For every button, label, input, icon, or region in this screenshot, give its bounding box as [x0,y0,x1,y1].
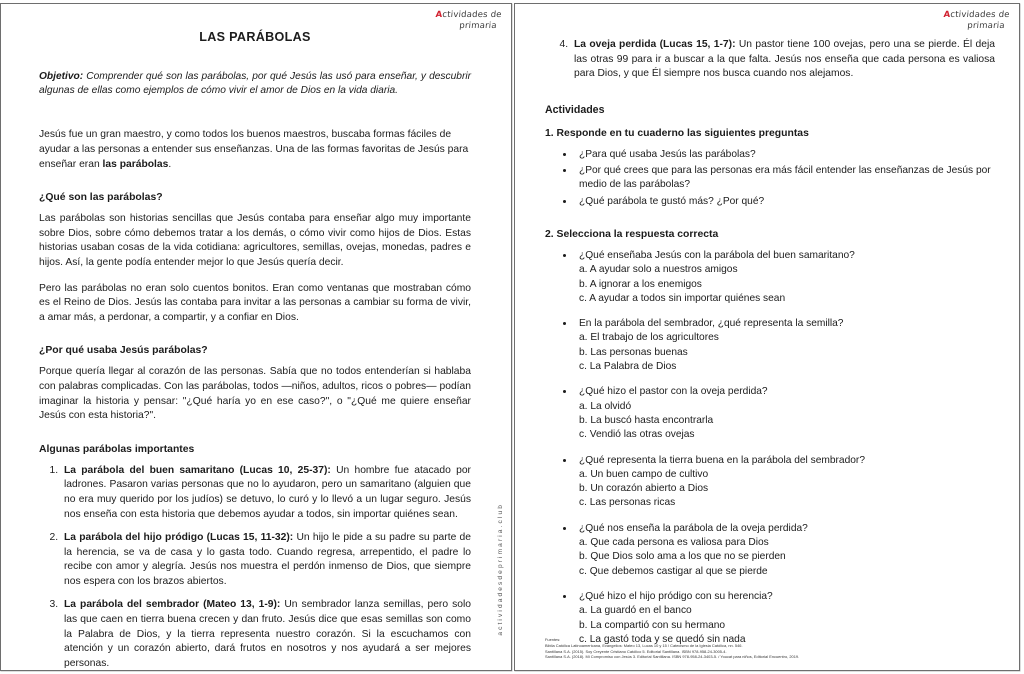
source-line: Biblia Católica Latinoamericana, Evangelios: Mateo 13, Lucas 10 y 15 / Catecismo de la Iglesia Católica, nn. 546. [545,643,743,649]
mc-option[interactable]: c. La gastó toda y se quedó sin nada [579,633,746,645]
parable-body: Un pastor tiene 100 ovejas, pero una se pierde. Él deja las otras 99 para ir a buscar a la que falta. Jesús nos enseña que cada persona es valiosa para Dios, y que Él siempre nos busca cuando nos alejamos. [574,39,995,80]
mc-options [579,400,995,443]
mc-option[interactable]: b. Las personas buenas [579,346,688,358]
question-one-heading: 1. Responde en tu cuaderno las siguientes preguntas [545,127,809,139]
intro-bold-term: las parábolas [102,158,169,170]
page-left [0,3,512,671]
list-item: • ¿Por qué crees que para las personas era más fácil entender las enseñanzas de Jesús por medio de las parábolas? [575,164,995,193]
mc-prompt: • ¿Qué enseñaba Jesús con la parábola del buen samaritano? [579,249,855,261]
parable-body: Un hombre fue atacado por ladrones. Pasaron varias personas que no lo ayudaron, pero un samaritano (alguien que no era muy querido por los judíos) se detuvo, lo curó y lo llevó a un lugar seguro. Jesús nos enseña con esta historia que debemos ayudar a todos, sin importar quiénes sean. [64,464,471,520]
intro-text-end: . [168,158,172,170]
list-item: • ¿Para qué usaba Jesús las parábolas? [575,148,995,162]
parables-list-continued [545,38,995,82]
parable-title: La parábola del hijo pródigo (Lucas 15, 11-32): [64,532,294,544]
mc-options [579,331,995,374]
list-item [575,249,995,306]
brand-line-2: primaria [458,21,497,31]
site-watermark: actividadesdeprimaria.club [497,503,504,636]
why-paragraph-1: Porque quería llegar al corazón de las personas. Sabía que no todos entenderían si hablaba con palabras complicadas. Con las parábolas, todos —niños, adultos, ricos o pobres— podían imaginar la historia y pensar: "¿Qué haría yo en ese caso?", o "¿Qué me quiere enseñar Jesús con esta historia?". [39,366,471,422]
source-line: Santillana S.A. (2018). Mi Compromiso con Jesús 3. Editorial Santillana. ISBN 978-958-24-3403-5. / Youcat para niños, Editorial Encuentro, 2019. [545,654,800,660]
what-paragraph-1: Las parábolas son historias sencillas que Jesús contaba para enseñar algo muy importante sobre Dios, sobre cómo debemos tratar a los demás, o cómo vivir como hijos de Dios. Estas historias usaban cosas de la vida cotidiana: agricultores, semillas, ovejas, monedas, padres e hijos. Así, la gente podía entender mejor lo que Jesús quería decir. [39,213,471,268]
parable-title: La oveja perdida (Lucas 15, 1-7): [574,39,736,50]
brand-logo [434,10,502,32]
heading-what-are-parables: ¿Qué son las parábolas? [39,192,163,204]
page-title: LAS PARÁBOLAS [199,30,311,44]
what-paragraph-2: Pero las parábolas no eran solo cuentos bonitos. Eran como ventanas que mostraban cómo es el Reino de Dios. Jesús las contaba para invitar a las personas a cambiar su forma de vivir, a amar más, a perdonar, a compartir, y a confiar en Dios. [39,282,471,323]
open-questions-list [545,148,995,209]
list-item [61,464,471,522]
brand-logo [942,10,1010,32]
parable-title: La parábola del sembrador (Mateo 13, 1-9): [64,599,281,611]
list-item [61,531,471,589]
objective-label: Objetivo: [39,71,84,82]
mc-option[interactable]: b. A ignorar a los enemigos [579,278,702,290]
multiple-choice-list [545,249,995,647]
mc-option[interactable]: a. Un buen campo de cultivo [579,468,709,480]
list-item [571,38,995,82]
heading-important-parables: Algunas parábolas importantes [39,443,195,455]
source-line: Santillana S.A. (2015). Soy Creyente Cristiano Católico 5. Editorial Santillana. ISBN 978-958-24-3005-4. [545,648,727,654]
list-item [575,454,995,511]
list-item [575,385,995,442]
mc-options [579,468,995,511]
mc-option[interactable]: c. A ayudar a todos sin importar quiénes sean [579,292,786,304]
mc-option[interactable]: a. La olvidó [579,400,632,412]
objective-text: Comprender qué son las parábolas, por qué Jesús las usó para enseñar, y descubrir algunas de ellas como ejemplos de cómo vivir el amor de Dios en la vida diaria. [39,71,471,97]
brand-line-1-rest: ctividades de [441,10,502,20]
list-item [575,317,995,374]
page-right [514,3,1020,671]
mc-prompt: • ¿Qué representa la tierra buena en la parábola del sembrador? [579,454,865,466]
list-item [61,598,471,671]
mc-option[interactable]: a. A ayudar solo a nuestros amigos [579,264,738,276]
mc-option[interactable]: c. Vendió las otras ovejas [579,429,695,441]
left-page-content [39,30,471,671]
brand-line-2: primaria [966,21,1005,31]
brand-line-1 [943,10,1010,21]
list-item [575,522,995,579]
mc-option[interactable]: a. Que cada persona es valiosa para Dios [579,537,769,549]
mc-prompt: • ¿Qué nos enseña la parábola de la oveja perdida? [579,522,808,534]
sources-footnote [545,637,997,660]
activities-heading: Actividades [545,103,605,116]
mc-options [579,263,995,306]
mc-prompt: • En la parábola del sembrador, ¿qué representa la semilla? [579,318,844,330]
parable-body: Un hijo le pide a su padre su parte de la herencia, se va de casa y lo gasta todo. Cuando regresa, arrepentido, el padre lo recibe con amor y alegría. Jesús nos muestra el perdón inmenso de Dios, que siempre nos espera con los brazos abiertos. [64,532,471,587]
mc-option[interactable]: b. Que Dios solo ama a los que no se pierden [579,551,786,563]
brand-line-1-rest: ctividades de [949,10,1010,20]
brand-accent-letter: A [942,10,951,20]
intro-paragraph [39,128,471,172]
mc-option[interactable]: b. Un corazón abierto a Dios [579,483,709,495]
parable-title: La parábola del buen samaritano (Lucas 10, 25-37): [64,464,331,476]
mc-option[interactable]: a. El trabajo de los agricultores [579,332,719,344]
sources-label: Fuentes: [545,636,561,642]
mc-option[interactable]: b. La compartió con su hermano [579,619,726,631]
mc-option[interactable]: b. La buscó hasta encontrarla [579,414,714,426]
brand-line-1 [435,10,502,21]
intro-text-a: Jesús fue un gran maestro, y como todos los buenos maestros, buscaba formas fáciles de ayudar a las personas a entender sus enseñanzas. Una de las formas favoritas de Jesús para enseñar eran [39,129,469,170]
mc-options [579,536,995,579]
question-two-heading: 2. Selecciona la respuesta correcta [545,228,719,240]
parables-list [39,464,471,671]
mc-option[interactable]: a. La guardó en el banco [579,605,692,617]
right-page-content [545,38,995,658]
mc-option[interactable]: c. La Palabra de Dios [579,361,677,373]
objective-block [39,70,471,98]
mc-option[interactable]: c. Que debemos castigar al que se pierde [579,565,768,577]
brand-accent-letter: A [434,10,443,20]
parable-body: Un sembrador lanza semillas, pero solo las que caen en tierra buena crecen y dan fruto. Jesús dice que esas semillas son como la Palabra de Dios, y la tierra representa nuestro corazón. Si la escuchamos con atención y un corazón abierto, dará frutos en nosotros y nos ayudará a ser mejores personas. [64,599,471,669]
heading-why-parables: ¿Por qué usaba Jesús parábolas? [39,345,208,357]
list-item: • ¿Qué parábola te gustó más? ¿Por qué? [575,195,995,209]
mc-prompt: • ¿Qué hizo el pastor con la oveja perdida? [579,386,768,398]
mc-prompt: • ¿Qué hizo el hijo pródigo con su herencia? [579,590,773,602]
mc-option[interactable]: c. Las personas ricas [579,497,676,509]
